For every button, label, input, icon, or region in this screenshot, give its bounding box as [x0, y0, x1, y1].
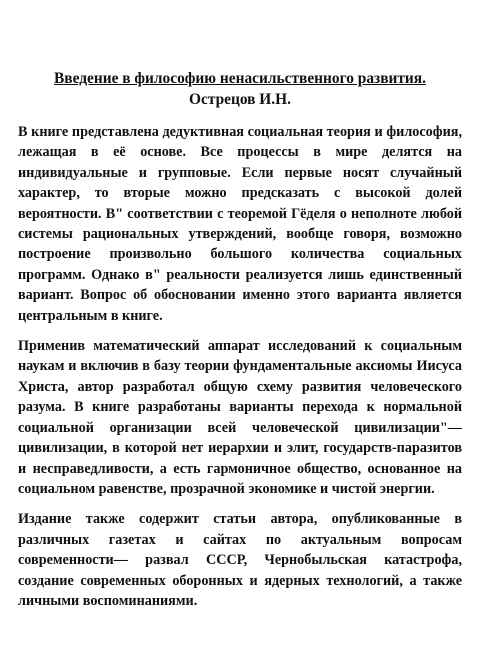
book-author: Острецов И.Н. — [189, 91, 291, 108]
document-heading — [18, 68, 462, 110]
paragraph-2: Применив математический аппарат исследований к социальным наукам и включив в базу теории фундаментальные аксиомы Иисуса Христа, автор разработал общую схему развития человеческого разума. В книге разработаны варианты перехода к нормальной социальной организации всей человеческой цивилизации"— цивилизации, в которой нет иерархии и элит, государств-паразитов и несправедливости, а есть гармоничное общество, основанное на социальном равенстве, прозрачной экономике и чистой энергии. — [18, 338, 462, 497]
paragraph-1: В книге представлена дедуктивная социальная теория и философия, лежащая в её основе. Все процессы в мире делятся на индивидуальные и групповые. Если первые носят случайный характер, то вторые можно предсказать с высокой долей вероятности. В" соответствии с теоремой Гёделя о неполноте любой системы рациональных утверждений, вообще говоря, возможно построение произвольно большого количества социальных программ. Однако в" реальности реализуется лишь единственный вариант. Вопрос об обосновании именно этого варианта является центральным в книге. — [18, 124, 462, 324]
paragraph-3: Издание также содержит статьи автора, опубликованные в различных газетах и сайтах по актуальным вопросам современности— развал СССР, Чернобыльская катастрофа, создание современных оборонных и ядерных технологий, а также личными воспоминаниями. — [18, 511, 462, 609]
book-title: Введение в философию ненасильственного развития. — [54, 70, 426, 87]
document-page — [18, 68, 462, 621]
